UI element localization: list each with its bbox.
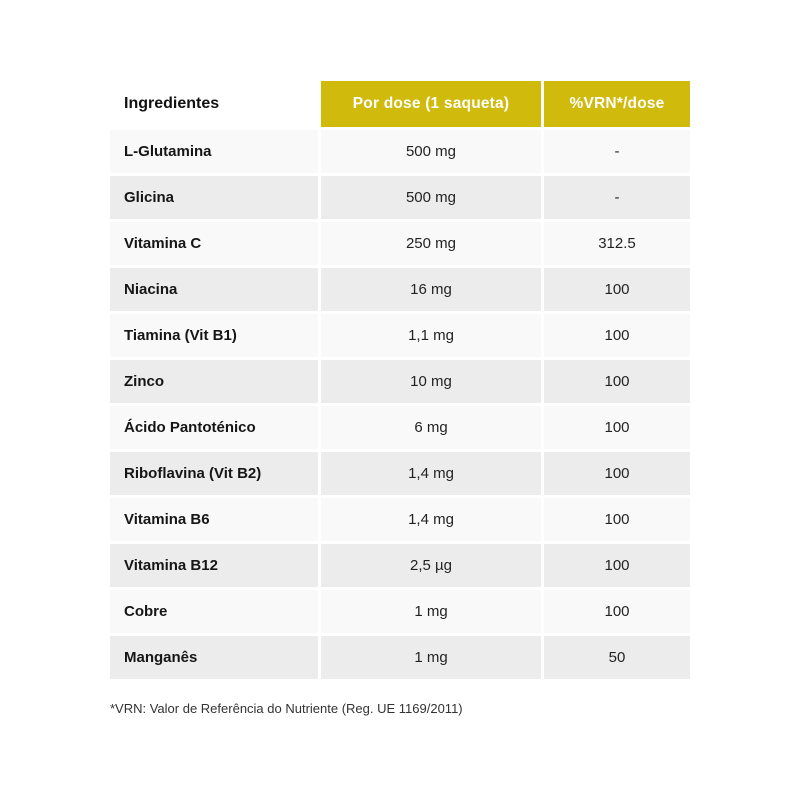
ingredient-name: Vitamina C (110, 222, 318, 265)
ingredient-dose: 16 mg (321, 268, 541, 311)
ingredient-vrn: 100 (544, 452, 690, 495)
ingredient-name: Manganês (110, 636, 318, 679)
ingredient-dose: 6 mg (321, 406, 541, 449)
column-header-vrn-dose: %VRN*/dose (544, 81, 690, 127)
ingredient-dose: 1,4 mg (321, 498, 541, 541)
ingredient-name: Tiamina (Vit B1) (110, 314, 318, 357)
ingredient-name: L-Glutamina (110, 130, 318, 173)
ingredient-vrn: 50 (544, 636, 690, 679)
ingredient-dose: 1 mg (321, 590, 541, 633)
ingredient-name: Vitamina B12 (110, 544, 318, 587)
ingredient-vrn: - (544, 176, 690, 219)
ingredient-dose: 1 mg (321, 636, 541, 679)
ingredient-name: Ácido Pantoténico (110, 406, 318, 449)
column-header-ingredientes: Ingredientes (110, 81, 318, 127)
ingredient-vrn: 100 (544, 314, 690, 357)
ingredient-vrn: 100 (544, 498, 690, 541)
ingredient-dose: 1,1 mg (321, 314, 541, 357)
ingredient-name: Cobre (110, 590, 318, 633)
ingredient-vrn: 100 (544, 544, 690, 587)
ingredient-vrn: 312.5 (544, 222, 690, 265)
ingredient-dose: 1,4 mg (321, 452, 541, 495)
ingredient-dose: 500 mg (321, 130, 541, 173)
ingredient-name: Riboflavina (Vit B2) (110, 452, 318, 495)
vrn-footnote: *VRN: Valor de Referência do Nutriente (Reg. UE 1169/2011) (110, 701, 463, 716)
ingredient-dose: 2,5 µg (321, 544, 541, 587)
ingredient-dose: 10 mg (321, 360, 541, 403)
ingredients-table (110, 81, 690, 679)
ingredient-name: Vitamina B6 (110, 498, 318, 541)
ingredient-dose: 500 mg (321, 176, 541, 219)
column-header-por-dose: Por dose (1 saqueta) (321, 81, 541, 127)
ingredient-vrn: 100 (544, 360, 690, 403)
ingredient-vrn: - (544, 130, 690, 173)
ingredient-dose: 250 mg (321, 222, 541, 265)
ingredient-name: Zinco (110, 360, 318, 403)
ingredient-name: Niacina (110, 268, 318, 311)
ingredient-vrn: 100 (544, 268, 690, 311)
ingredient-vrn: 100 (544, 590, 690, 633)
ingredient-name: Glicina (110, 176, 318, 219)
ingredient-vrn: 100 (544, 406, 690, 449)
